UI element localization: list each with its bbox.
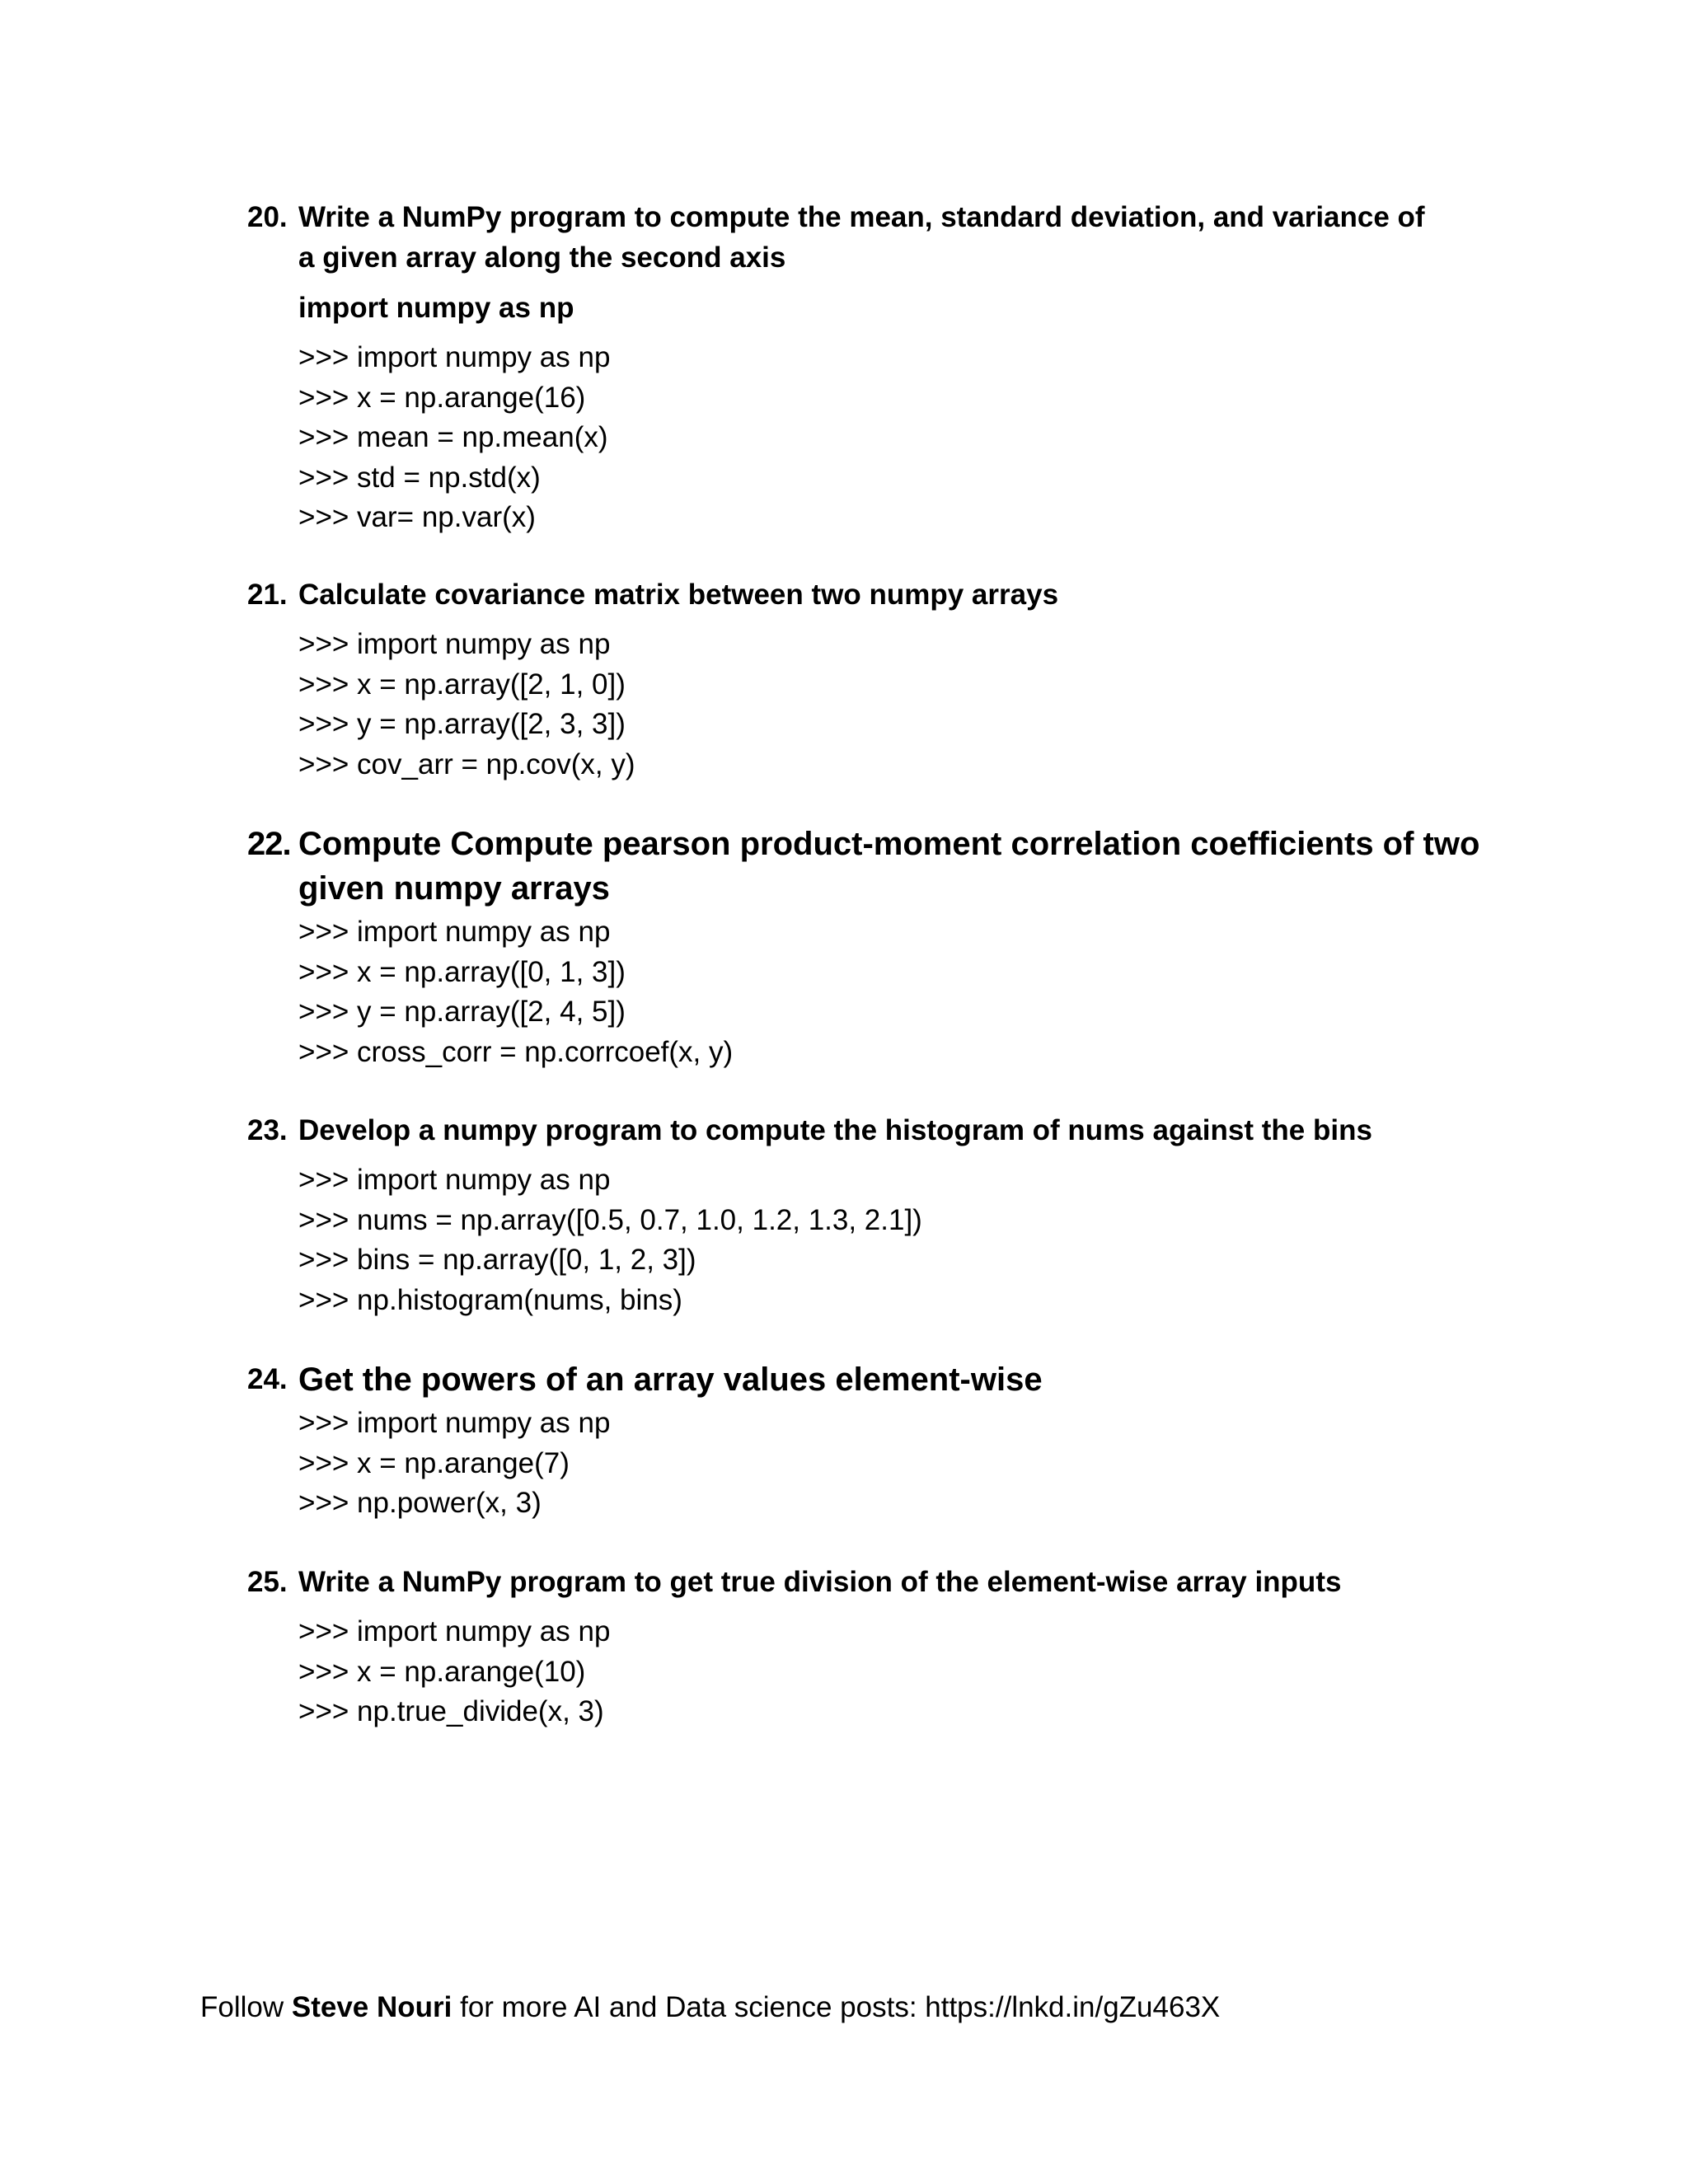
code-line: >>> np.histogram(nums, bins)	[298, 1283, 682, 1316]
question-number: 21.	[247, 579, 288, 611]
question-22	[247, 822, 1500, 1072]
code-line: >>> y = np.array([2, 3, 3])	[298, 708, 626, 740]
code-line: >>> mean = np.mean(x)	[298, 421, 608, 453]
question-number: 20.	[247, 201, 288, 233]
question-25	[247, 1562, 1500, 1732]
code-line: >>> cov_arr = np.cov(x, y)	[298, 748, 635, 780]
question-number: 25.	[247, 1566, 288, 1598]
question-heading	[247, 1562, 1500, 1602]
question-title-line: Develop a numpy program to compute the histogram of nums against the bins	[298, 1114, 1372, 1146]
code-line: >>> var= np.var(x)	[298, 501, 536, 533]
question-heading	[247, 1357, 1500, 1402]
footer-prefix: Follow	[200, 1991, 292, 2023]
code-block	[298, 338, 1500, 538]
question-21	[247, 574, 1500, 785]
code-line: >>> y = np.array([2, 4, 5])	[298, 996, 626, 1028]
question-title-line: Write a NumPy program to get true division of the element-wise array inputs	[298, 1566, 1342, 1598]
question-title-line: given numpy arrays	[298, 870, 610, 907]
question-title-line: Write a NumPy program to compute the mean, standard deviation, and variance of	[298, 201, 1425, 233]
code-block	[298, 1404, 1500, 1524]
code-block	[298, 625, 1500, 785]
question-title-line: Calculate covariance matrix between two numpy arrays	[298, 579, 1059, 611]
question-number: 22.	[247, 826, 291, 862]
question-heading	[247, 1110, 1500, 1151]
question-23	[247, 1110, 1500, 1320]
question-20	[247, 197, 1500, 538]
code-line: >>> nums = np.array([0.5, 0.7, 1.0, 1.2, 1.3, 2.1])	[298, 1203, 922, 1236]
question-title-line: a given array along the second axis	[298, 241, 786, 274]
code-line: >>> import numpy as np	[298, 916, 611, 948]
code-line: >>> import numpy as np	[298, 628, 611, 660]
question-24	[247, 1357, 1500, 1524]
import-subheading: import numpy as np	[298, 292, 574, 324]
footer-suffix: for more AI and Data science posts: https://lnkd.in/gZu463X	[452, 1991, 1221, 2023]
question-number: 24.	[247, 1363, 288, 1395]
question-heading	[247, 574, 1500, 615]
question-heading	[247, 822, 1500, 911]
question-title-line: Get the powers of an array values element-wise	[298, 1361, 1043, 1398]
code-line: >>> np.true_divide(x, 3)	[298, 1695, 604, 1727]
footer	[200, 1988, 1220, 2027]
code-line: >>> bins = np.array([0, 1, 2, 3])	[298, 1244, 696, 1276]
code-line: >>> import numpy as np	[298, 1615, 611, 1647]
code-line: >>> x = np.arange(7)	[298, 1446, 570, 1479]
code-line: >>> x = np.arange(16)	[298, 381, 586, 414]
code-line: >>> x = np.array([2, 1, 0])	[298, 668, 626, 701]
code-block	[298, 1612, 1500, 1732]
question-title-line: Compute Compute pearson product-moment correlation coefficients of two	[298, 826, 1480, 862]
code-line: >>> import numpy as np	[298, 341, 611, 373]
code-line: >>> import numpy as np	[298, 1407, 611, 1439]
question-number: 23.	[247, 1114, 288, 1146]
code-block	[298, 912, 1500, 1072]
footer-author: Steve Nouri	[291, 1991, 452, 2023]
question-heading	[247, 197, 1500, 278]
code-line: >>> std = np.std(x)	[298, 461, 541, 494]
code-block	[298, 1160, 1500, 1320]
code-line: >>> x = np.array([0, 1, 3])	[298, 955, 626, 988]
code-line: >>> x = np.arange(10)	[298, 1655, 586, 1688]
code-line: >>> import numpy as np	[298, 1164, 611, 1196]
code-line: >>> np.power(x, 3)	[298, 1487, 542, 1519]
code-line: >>> cross_corr = np.corrcoef(x, y)	[298, 1035, 734, 1068]
